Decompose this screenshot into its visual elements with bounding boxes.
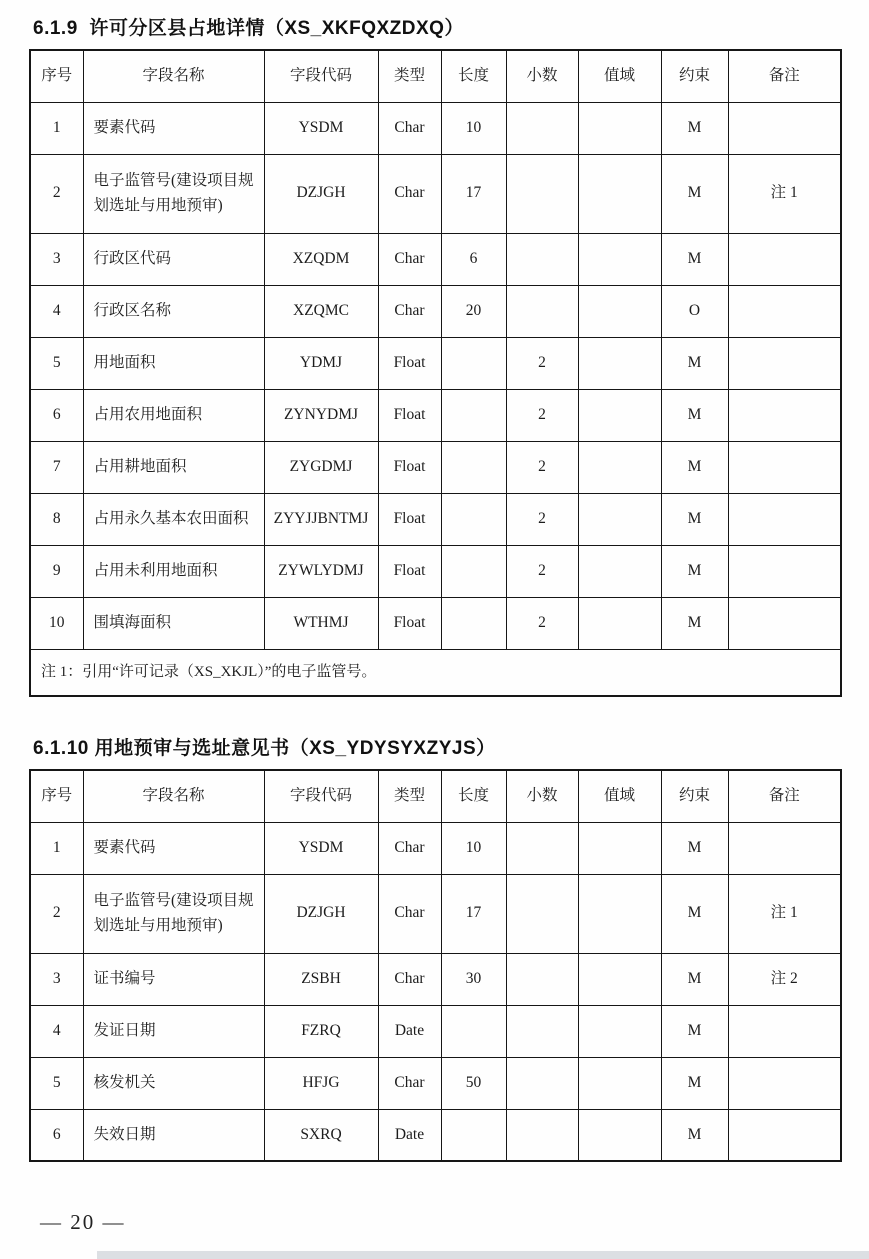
cell-domain: [578, 1057, 661, 1109]
cell-field-name: 占用农用地面积: [83, 389, 264, 441]
footer-strip: [97, 1251, 869, 1259]
cell-seq: 6: [30, 1109, 83, 1161]
cell-seq: 8: [30, 493, 83, 545]
cell-domain: [578, 154, 661, 233]
cell-type: Char: [378, 102, 441, 154]
cell-seq: 5: [30, 337, 83, 389]
cell-field-name: 行政区代码: [83, 233, 264, 285]
cell-length: 17: [441, 874, 506, 953]
column-header-domain: 值域: [578, 770, 661, 822]
column-header-type: 类型: [378, 50, 441, 102]
cell-decimal: [506, 874, 578, 953]
cell-type: Float: [378, 597, 441, 649]
cell-remark: [728, 493, 841, 545]
table-row: [30, 545, 841, 597]
cell-type: Char: [378, 874, 441, 953]
cell-length: 20: [441, 285, 506, 337]
cell-field-name: 围填海面积: [83, 597, 264, 649]
column-header-remark: 备注: [728, 50, 841, 102]
cell-type: Char: [378, 822, 441, 874]
column-header-type: 类型: [378, 770, 441, 822]
cell-constraint: M: [661, 1109, 728, 1161]
cell-seq: 7: [30, 441, 83, 493]
table-row: [30, 953, 841, 1005]
cell-decimal: [506, 154, 578, 233]
cell-type: Float: [378, 337, 441, 389]
cell-constraint: M: [661, 389, 728, 441]
cell-field-name: 占用未利用地面积: [83, 545, 264, 597]
column-header-field-name: 字段名称: [83, 770, 264, 822]
cell-field-name: 要素代码: [83, 102, 264, 154]
cell-domain: [578, 389, 661, 441]
cell-decimal: 2: [506, 441, 578, 493]
cell-decimal: [506, 233, 578, 285]
cell-length: [441, 1109, 506, 1161]
cell-length: [441, 337, 506, 389]
cell-decimal: 2: [506, 337, 578, 389]
cell-field-code: YSDM: [264, 102, 378, 154]
column-header-remark: 备注: [728, 770, 841, 822]
cell-seq: 3: [30, 233, 83, 285]
table-row: [30, 285, 841, 337]
section-heading-6-1-10: 6.1.10 用地预审与选址意见书（XS_YDYSYXZYJS）: [33, 738, 496, 759]
cell-length: 10: [441, 102, 506, 154]
cell-domain: [578, 1109, 661, 1161]
table-row: [30, 389, 841, 441]
cell-constraint: M: [661, 545, 728, 597]
cell-type: Float: [378, 441, 441, 493]
column-header-field-code: 字段代码: [264, 770, 378, 822]
cell-field-name: 核发机关: [83, 1057, 264, 1109]
cell-domain: [578, 285, 661, 337]
cell-constraint: M: [661, 1005, 728, 1057]
cell-field-code: ZSBH: [264, 953, 378, 1005]
table-row: [30, 493, 841, 545]
column-header-constraint: 约束: [661, 50, 728, 102]
cell-domain: [578, 441, 661, 493]
field-definition-table-6-1-10: [29, 769, 842, 1162]
cell-field-name: 占用耕地面积: [83, 441, 264, 493]
cell-remark: [728, 545, 841, 597]
cell-remark: 注 1: [728, 154, 841, 233]
column-header-domain: 值域: [578, 50, 661, 102]
cell-field-code: ZYWLYDMJ: [264, 545, 378, 597]
cell-field-code: DZJGH: [264, 874, 378, 953]
cell-constraint: M: [661, 597, 728, 649]
column-header-seq: 序号: [30, 770, 83, 822]
cell-field-code: YSDM: [264, 822, 378, 874]
cell-constraint: M: [661, 441, 728, 493]
cell-field-code: ZYNYDMJ: [264, 389, 378, 441]
cell-decimal: [506, 1057, 578, 1109]
cell-seq: 9: [30, 545, 83, 597]
cell-domain: [578, 337, 661, 389]
cell-type: Date: [378, 1109, 441, 1161]
cell-seq: 2: [30, 874, 83, 953]
cell-constraint: M: [661, 154, 728, 233]
cell-field-code: WTHMJ: [264, 597, 378, 649]
cell-decimal: 2: [506, 597, 578, 649]
field-definition-table-6-1-9: [29, 49, 842, 697]
cell-decimal: 2: [506, 389, 578, 441]
cell-field-name: 发证日期: [83, 1005, 264, 1057]
column-header-field-name: 字段名称: [83, 50, 264, 102]
cell-field-name: 电子监管号(建设项目规划选址与用地预审): [83, 154, 264, 233]
column-header-constraint: 约束: [661, 770, 728, 822]
cell-field-code: DZJGH: [264, 154, 378, 233]
column-header-length: 长度: [441, 770, 506, 822]
cell-field-code: HFJG: [264, 1057, 378, 1109]
cell-field-name: 行政区名称: [83, 285, 264, 337]
cell-decimal: [506, 102, 578, 154]
table-row: [30, 337, 841, 389]
cell-constraint: M: [661, 102, 728, 154]
cell-domain: [578, 493, 661, 545]
table-row: [30, 1109, 841, 1161]
cell-field-name: 要素代码: [83, 822, 264, 874]
table-row: [30, 1005, 841, 1057]
cell-remark: 注 2: [728, 953, 841, 1005]
cell-length: 50: [441, 1057, 506, 1109]
cell-type: Char: [378, 154, 441, 233]
cell-seq: 1: [30, 822, 83, 874]
cell-decimal: 2: [506, 493, 578, 545]
cell-field-name: 占用永久基本农田面积: [83, 493, 264, 545]
cell-constraint: M: [661, 822, 728, 874]
cell-seq: 4: [30, 1005, 83, 1057]
table-row: [30, 1057, 841, 1109]
cell-remark: [728, 102, 841, 154]
cell-length: [441, 545, 506, 597]
cell-constraint: M: [661, 874, 728, 953]
cell-field-name: 用地面积: [83, 337, 264, 389]
cell-remark: [728, 822, 841, 874]
cell-length: [441, 441, 506, 493]
cell-field-code: SXRQ: [264, 1109, 378, 1161]
cell-remark: [728, 597, 841, 649]
cell-type: Float: [378, 545, 441, 597]
cell-domain: [578, 953, 661, 1005]
cell-decimal: [506, 1109, 578, 1161]
cell-field-code: YDMJ: [264, 337, 378, 389]
table-row: [30, 597, 841, 649]
table-row: [30, 441, 841, 493]
table-row: [30, 154, 841, 233]
cell-seq: 5: [30, 1057, 83, 1109]
cell-length: 10: [441, 822, 506, 874]
cell-seq: 2: [30, 154, 83, 233]
cell-constraint: M: [661, 233, 728, 285]
cell-domain: [578, 233, 661, 285]
table-row: [30, 102, 841, 154]
column-header-seq: 序号: [30, 50, 83, 102]
cell-seq: 10: [30, 597, 83, 649]
cell-constraint: M: [661, 1057, 728, 1109]
cell-length: 30: [441, 953, 506, 1005]
cell-field-name: 电子监管号(建设项目规划选址与用地预审): [83, 874, 264, 953]
cell-field-name: 失效日期: [83, 1109, 264, 1161]
cell-field-code: XZQMC: [264, 285, 378, 337]
cell-decimal: 2: [506, 545, 578, 597]
cell-length: 17: [441, 154, 506, 233]
cell-type: Float: [378, 389, 441, 441]
cell-field-code: ZYGDMJ: [264, 441, 378, 493]
cell-type: Char: [378, 233, 441, 285]
cell-remark: [728, 1109, 841, 1161]
header-row: [30, 50, 841, 102]
cell-seq: 1: [30, 102, 83, 154]
cell-constraint: M: [661, 953, 728, 1005]
cell-decimal: [506, 822, 578, 874]
cell-field-code: ZYYJJBNTMJ: [264, 493, 378, 545]
cell-length: [441, 493, 506, 545]
cell-remark: [728, 1057, 841, 1109]
table-row: [30, 874, 841, 953]
cell-domain: [578, 1005, 661, 1057]
table-note-row: [30, 649, 841, 696]
cell-domain: [578, 102, 661, 154]
cell-constraint: O: [661, 285, 728, 337]
header-row: [30, 770, 841, 822]
cell-field-code: FZRQ: [264, 1005, 378, 1057]
cell-decimal: [506, 953, 578, 1005]
cell-type: Char: [378, 953, 441, 1005]
section-heading-6-1-9: 6.1.9 许可分区县占地详情（XS_XKFQXZDXQ）: [33, 18, 464, 39]
table-row: [30, 822, 841, 874]
cell-type: Char: [378, 285, 441, 337]
column-header-length: 长度: [441, 50, 506, 102]
cell-type: Date: [378, 1005, 441, 1057]
cell-remark: [728, 441, 841, 493]
cell-length: [441, 1005, 506, 1057]
column-header-decimal: 小数: [506, 50, 578, 102]
cell-length: 6: [441, 233, 506, 285]
cell-field-name: 证书编号: [83, 953, 264, 1005]
cell-domain: [578, 597, 661, 649]
column-header-field-code: 字段代码: [264, 50, 378, 102]
cell-constraint: M: [661, 337, 728, 389]
cell-remark: [728, 233, 841, 285]
cell-field-code: XZQDM: [264, 233, 378, 285]
table-note: 注 1：引用“许可记录（XS_XKJL）”的电子监管号。: [30, 649, 841, 696]
cell-decimal: [506, 1005, 578, 1057]
cell-seq: 6: [30, 389, 83, 441]
cell-type: Float: [378, 493, 441, 545]
page-number: — 20 —: [40, 1210, 126, 1234]
column-header-decimal: 小数: [506, 770, 578, 822]
table-row: [30, 233, 841, 285]
cell-length: [441, 389, 506, 441]
cell-remark: [728, 337, 841, 389]
cell-decimal: [506, 285, 578, 337]
cell-seq: 4: [30, 285, 83, 337]
cell-type: Char: [378, 1057, 441, 1109]
cell-constraint: M: [661, 493, 728, 545]
cell-remark: [728, 1005, 841, 1057]
cell-seq: 3: [30, 953, 83, 1005]
cell-domain: [578, 545, 661, 597]
cell-domain: [578, 822, 661, 874]
cell-domain: [578, 874, 661, 953]
cell-remark: 注 1: [728, 874, 841, 953]
cell-remark: [728, 389, 841, 441]
cell-length: [441, 597, 506, 649]
cell-remark: [728, 285, 841, 337]
